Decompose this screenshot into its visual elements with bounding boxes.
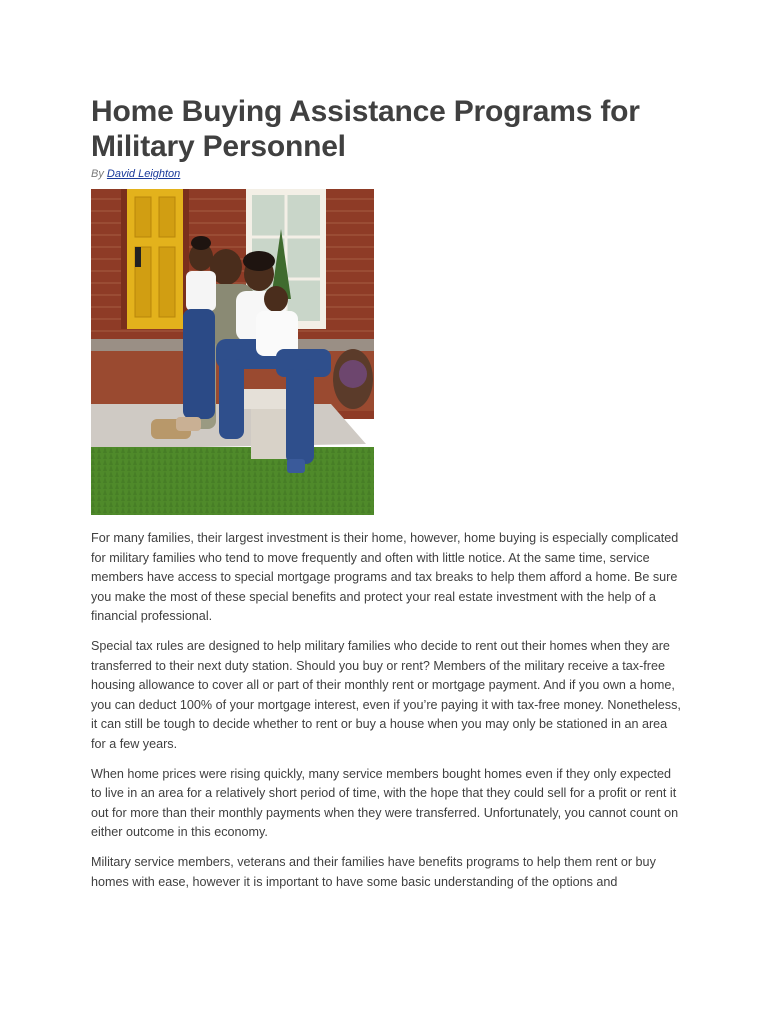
article-title: Home Buying Assistance Programs for Military Personnel: [91, 95, 640, 163]
article: [91, 94, 691, 902]
family-photo: [91, 189, 374, 515]
article-body: [91, 529, 691, 892]
byline-prefix: By: [91, 168, 104, 180]
paragraph: For many families, their largest investment is their home, however, home buying is especially complicated for military families who tend to move frequently and often with little notice. At the same time, service members have access to special mortgage programs and tax breaks to help them afford a home. Be sure you make the most of these special benefits and protect your real estate investment with the help of a financial professional.: [91, 531, 679, 624]
byline: [91, 167, 691, 181]
paragraph: Military service members, veterans and their families have benefits programs to help them rent or buy homes with ease, however it is important to have some basic understanding of the options and: [91, 854, 656, 889]
paragraph: Special tax rules are designed to help military families who decide to rent out their homes when they are transferred to their next duty station. Should you buy or rent? Members of the military receive a tax-free housing allowance to cover all or part of their monthly rent or mortgage payment. And if you own a home, you can deduct 100% of your mortgage interest, even if you’re paying it with tax-free money. Nonetheless, it can still be tough to decide whether to rent or buy a house when you may only be stationed in an area for a few years.: [91, 638, 681, 751]
paragraph: When home prices were rising quickly, many service members bought homes even if they only expected to live in an area for a relatively short period of time, with the hope that they could sell for a profit or rent it out for more than their monthly payments when they were transferred. Unfortunately, you cannot count on either outcome in this economy.: [91, 766, 679, 840]
author-link[interactable]: David Leighton: [106, 168, 181, 180]
